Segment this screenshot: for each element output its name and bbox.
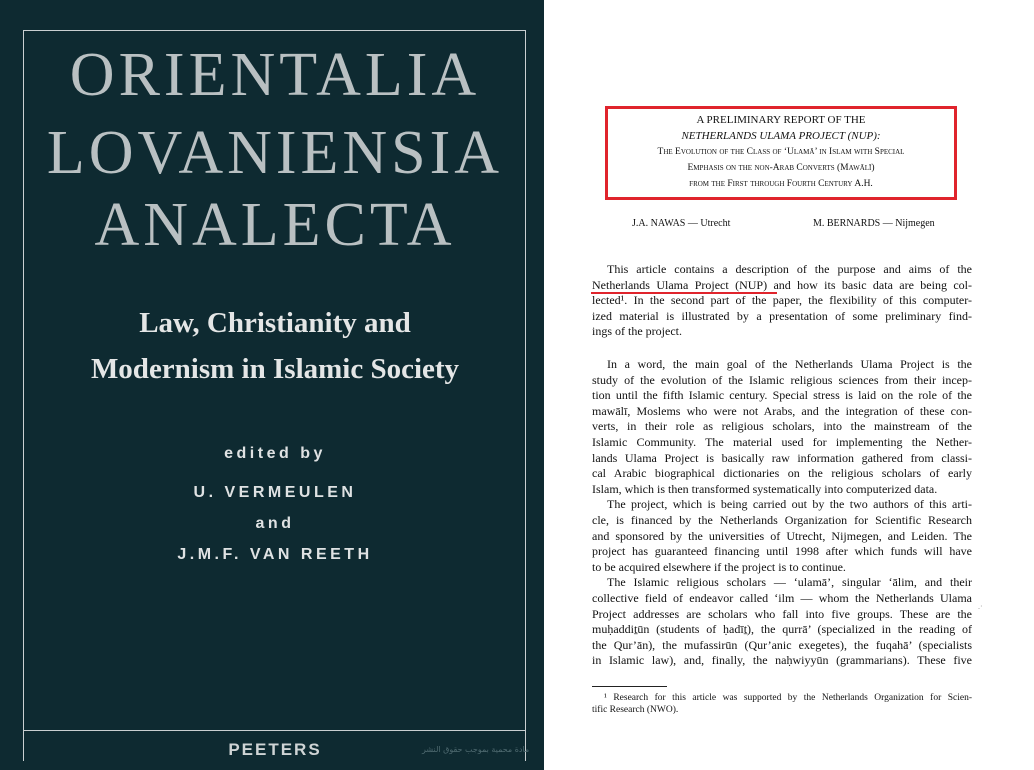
series-line-3: ANALECTA	[94, 191, 456, 259]
text-line: lected¹. In the second part of the paper, the flexibility of this computer-	[592, 293, 972, 308]
text-line: mawālī, Moslems who were not Arabs, and the integration of these con-	[592, 403, 972, 418]
text-line: in Islamic law), and, finally, the naḥwiyyūn (grammarians). These five	[592, 653, 972, 668]
title-line-1: A PRELIMINARY REPORT OF THE	[696, 114, 866, 126]
text-line: tion until the fifth Islamic century. Special stress is laid on the role of the	[592, 388, 972, 403]
text-line: project has guaranteed financing until 1998 after which funds will have	[592, 544, 972, 559]
text-line: lands Ulama Project is basically raw information gathered from classi-	[592, 450, 972, 465]
text-line: The project, which is being carried out by the two authors of this arti-	[607, 497, 972, 512]
body-paragraphs	[592, 357, 972, 669]
article-title-box	[605, 106, 957, 200]
text-line: cal Arabic biographical dictionaries on the religious scholars of early	[592, 466, 972, 481]
title-line-5: from the First through Fourth Century A.H.	[689, 179, 873, 189]
text-line: muḥaddiṯūn (students of ḥadīṯ), the qurrā’ (specialized in the reading of	[592, 622, 972, 637]
margin-mark: .·	[978, 602, 983, 611]
footnote-line: tific Research (NWO).	[592, 705, 679, 715]
text-line: This article contains a description of the purpose and aims of the	[607, 262, 972, 276]
editor-and: and	[255, 515, 295, 532]
cover-frame-rule	[23, 730, 526, 731]
text-line: ized material is illustrated by a presentation of some preliminary find-	[592, 308, 972, 323]
author-1: J.A. NAWAS — Utrecht	[632, 218, 731, 229]
footnote-line: ¹ Research for this article was supported by the Netherlands Organization for Scien-	[604, 693, 972, 703]
watermark: مادة محمية بموجب حقوق النشر	[422, 745, 530, 754]
text-line: and sponsored by the universities of Utrecht, Nijmegen, and Leiden. The	[592, 528, 972, 543]
red-underline	[591, 292, 777, 294]
edited-by: edited by	[224, 445, 326, 462]
text-line: cle, is financed by the Netherlands Organization for Scientific Research	[592, 512, 972, 527]
editor-2: J.M.F. VAN REETH	[177, 546, 373, 563]
title-line-2: NETHERLANDS ULAMA PROJECT (NUP):	[681, 130, 881, 142]
text-line: ings of the project.	[592, 324, 682, 339]
text-line: Netherlands Ulama Project (NUP) and how its basic data are being col-	[592, 277, 972, 292]
title-line-4: Emphasis on the non-Arab Converts (Mawālī)	[687, 163, 875, 173]
series-line-1: ORIENTALIA	[69, 41, 481, 109]
series-line-2: LOVANIENSIA	[46, 119, 504, 187]
text-line: to be acquired elsewhere if the project is to continue.	[592, 559, 846, 574]
title-line-3: The Evolution of the Class of ‘Ulamā’ in Islam with Special	[657, 147, 905, 157]
editor-1: U. VERMEULEN	[193, 484, 357, 501]
footnote	[592, 692, 972, 716]
text-line: collective field of endeavor called ‘ilm — whom the Netherlands Ulama	[592, 590, 972, 605]
intro-paragraph	[592, 262, 972, 340]
text-line: The Islamic religious scholars — ‘ulamā’, singular ‘ālim, and their	[607, 575, 972, 590]
text-line: Islam, which is then transformed systematically into computerized data.	[592, 481, 938, 496]
text-line: the Qur’ān), the mufassirūn (Qur’anic exegetes), the fuqahā’ (specialists	[592, 637, 972, 652]
text-line: Islamic Community. The material used for implementing the Nether-	[592, 434, 972, 449]
publisher: PEETERS	[228, 740, 322, 759]
text-line: study of the evolution of the Islamic religious sciences from their incep-	[592, 372, 972, 387]
text-line: verts, in their role as religious scholars, into the mainstream of the	[592, 419, 972, 434]
author-2: M. BERNARDS — Nijmegen	[813, 218, 935, 229]
article-page	[548, 0, 1034, 770]
footnote-rule	[592, 686, 667, 687]
book-title-line-1: Law, Christianity and	[139, 307, 411, 339]
book-title-line-2: Modernism in Islamic Society	[90, 353, 460, 385]
text-line: In a word, the main goal of the Netherlands Ulama Project is the	[607, 357, 972, 371]
text-line: Project addresses are scholars who fall into five groups. These are the	[592, 606, 972, 621]
